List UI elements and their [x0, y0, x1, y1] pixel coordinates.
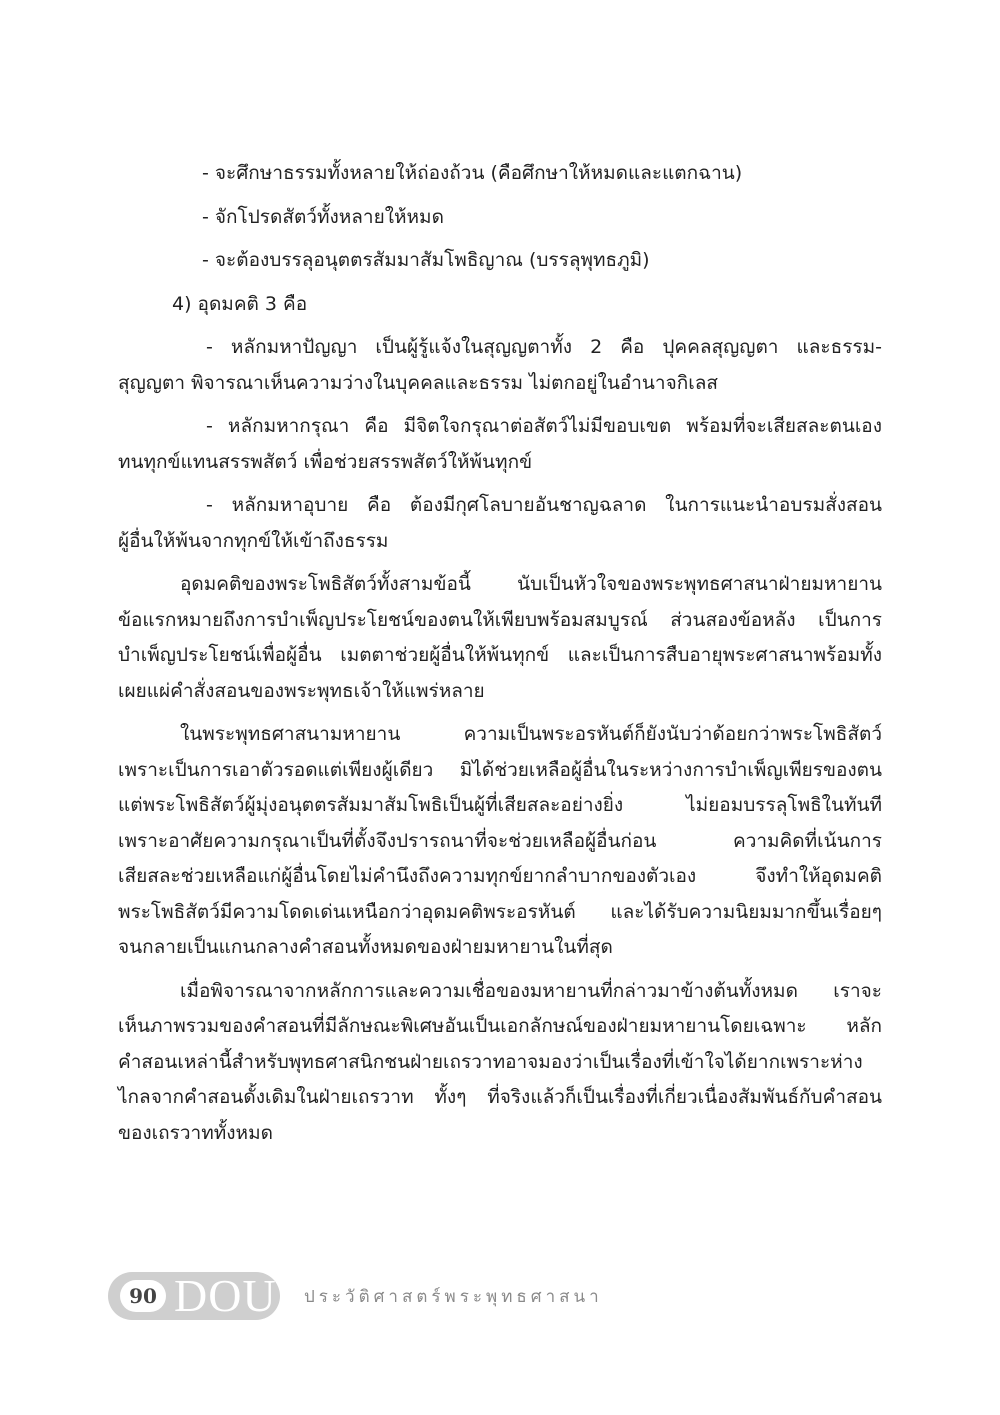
paragraph-2-line-6: พระโพธิสัตว์มีความโดดเด่นเหนือกว่าอุดมคติพระอรหันต์ และได้รับความนิยมมากขึ้นเรื่อยๆ	[118, 900, 882, 923]
paragraph-2-line-1: ในพระพุทธศาสนามหายาน ความเป็นพระอรหันต์ก็ยังนับว่าด้อยกว่าพระโพธิสัตว์	[180, 723, 882, 745]
ideal-wisdom-line-2: สุญญตา พิจารณาเห็นความว่างในบุคคลและธรรม ไม่ตกอยู่ในอำนาจกิเลส	[118, 371, 718, 394]
dou-logo: DOU	[174, 1270, 277, 1321]
ideal-compassion-line-1: - หลักมหากรุณา คือ มีจิตใจกรุณาต่อสัตว์ไม่มีขอบเขต พร้อมที่จะเสียสละตนเอง	[206, 415, 882, 437]
paragraph-3-line-3: คำสอนเหล่านี้สำหรับพุทธศาสนิกชนฝ่ายเถรวาทอาจมองว่าเป็นเรื่องที่เข้าใจได้ยากเพราะห่าง	[118, 1050, 863, 1073]
paragraph-1-line-4: เผยแผ่คำสั่งสอนของพระพุทธเจ้าให้แพร่หลาย	[118, 679, 485, 702]
ideal-skillful-means-line-2: ผู้อื่นให้พ้นจากทุกข์ให้เข้าถึงธรรม	[118, 529, 389, 552]
paragraph-3-line-5: ของเถรวาททั้งหมด	[118, 1121, 273, 1144]
page-footer	[108, 1271, 603, 1321]
ideal-skillful-means-line-1: - หลักมหาอุบาย คือ ต้องมีกุศโลบายอันชาญฉลาด ในการแนะนำอบรมสั่งสอน	[206, 494, 882, 516]
paragraph-1-line-1: อุดมคติของพระโพธิสัตว์ทั้งสามข้อนี้ นับเป็นหัวใจของพระพุทธศาสนาฝ่ายมหายาน	[180, 573, 882, 595]
bullet-attain-enlightenment: - จะต้องบรรลุอนุตตรสัมมาสัมโพธิญาณ (บรรลุพุทธภูมิ)	[202, 249, 650, 271]
paragraph-2-line-7: จนกลายเป็นแกนกลางคำสอนทั้งหมดของฝ่ายมหายานในที่สุด	[118, 936, 613, 958]
bullet-study-dharma: - จะศึกษาธรรมทั้งหลายให้ถ่องถ้วน (คือศึกษาให้หมดและแตกฉาน)	[202, 162, 743, 184]
paragraph-1-line-3: บำเพ็ญประโยชน์เพื่อผู้อื่น เมตตาช่วยผู้อื่นให้พ้นทุกข์ และเป็นการสืบอายุพระศาสนาพร้อมทั้ง	[118, 644, 882, 666]
ideal-compassion-line-2: ทนทุกข์แทนสรรพสัตว์ เพื่อช่วยสรรพสัตว์ให้พ้นทุกข์	[118, 450, 533, 473]
paragraph-2-line-2: เพราะเป็นการเอาตัวรอดแต่เพียงผู้เดียว มิได้ช่วยเหลือผู้อื่นในระหว่างการบำเพ็ญเพียรของตน	[118, 758, 882, 781]
bullet-save-beings: - จักโปรดสัตว์ทั้งหลายให้หมด	[202, 205, 444, 228]
ideal-wisdom-line-1: - หลักมหาปัญญา เป็นผู้รู้แจ้งในสุญญตาทั้ง 2 คือ ปุคคลสุญญตา และธรรม-	[206, 336, 882, 358]
paragraph-2-line-3: แต่พระโพธิสัตว์ผู้มุ่งอนุตตรสัมมาสัมโพธิเป็นผู้ที่เสียสละอย่างยิ่ง ไม่ยอมบรรลุโพธิในทันที	[118, 794, 882, 816]
paragraph-2-line-4: เพราะอาศัยความกรุณาเป็นที่ตั้งจึงปรารถนาที่จะช่วยเหลือผู้อื่นก่อน ความคิดที่เน้นการ	[118, 829, 882, 852]
page-body	[118, 156, 882, 1151]
paragraph-3-line-2: เห็นภาพรวมของคำสอนที่มีลักษณะพิเศษอันเป็นเอกลักษณ์ของฝ่ายมหายานโดยเฉพาะ หลัก	[118, 1015, 882, 1037]
paragraph-3-line-4: ไกลจากคำสอนดั้งเดิมในฝ่ายเถรวาท ทั้งๆ ที่จริงแล้วก็เป็นเรื่องที่เกี่ยวเนื่องสัมพันธ์กับคำสอน	[118, 1086, 882, 1108]
book-title: ประวัติศาสตร์พระพุทธศาสนา	[304, 1286, 603, 1307]
footer-badge	[108, 1272, 280, 1320]
paragraph-3-line-1: เมื่อพิจารณาจากหลักการและความเชื่อของมหายานที่กล่าวมาข้างต้นทั้งหมด เราจะ	[180, 979, 882, 1002]
paragraph-1-line-2: ข้อแรกหมายถึงการบำเพ็ญประโยชน์ของตนให้เพียบพร้อมสมบูรณ์ ส่วนสองข้อหลัง เป็นการ	[118, 608, 882, 631]
paragraph-2-line-5: เสียสละช่วยเหลือแก่ผู้อื่นโดยไม่คำนึงถึงความทุกข์ยากลำบากของตัวเอง จึงทำให้อุดมคติ	[118, 865, 882, 887]
page-number: 90	[120, 1280, 166, 1312]
numbered-heading-ideals: 4) อุดมคติ 3 คือ	[172, 292, 308, 315]
